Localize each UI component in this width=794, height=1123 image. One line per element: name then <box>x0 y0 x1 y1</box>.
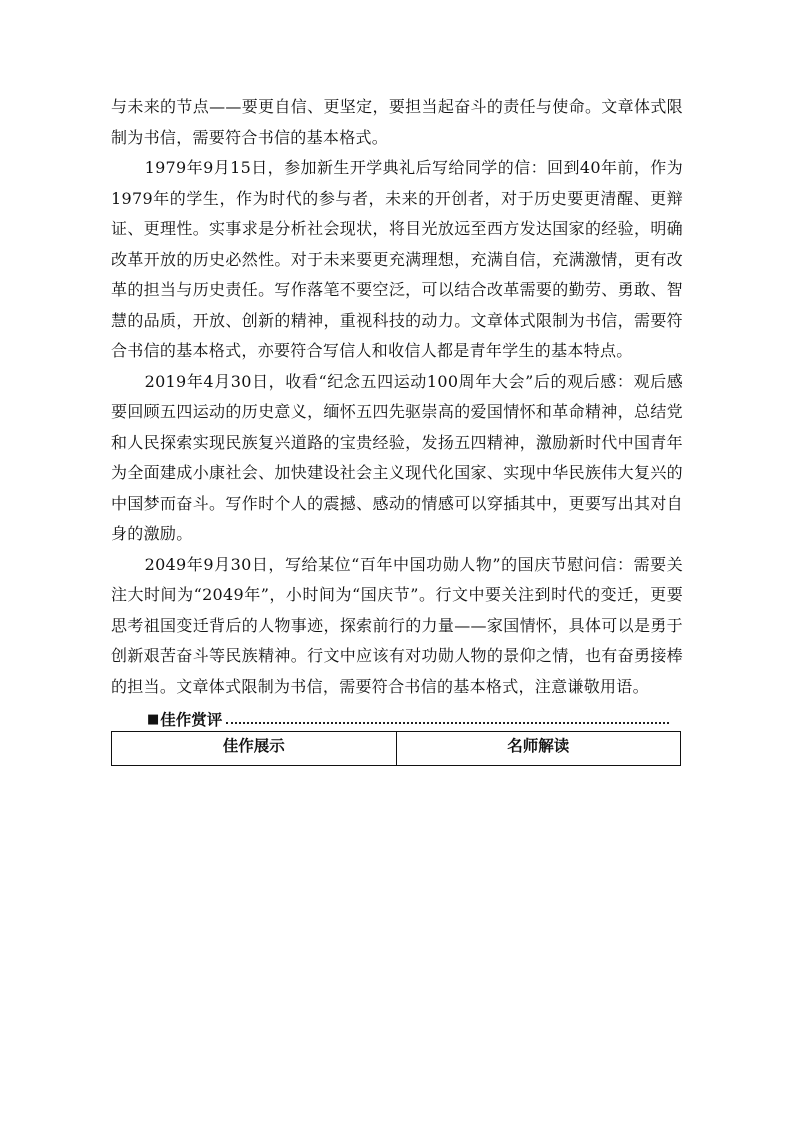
paragraph-1979-letter: 1979年9月15日，参加新生开学典礼后写给同学的信：回到40年前，作为1979年的学生，作为时代的参与者，未来的开创者，对于历史要更清醒、更辩证、更理性。实事求是分析社会现状，将目光放远至西方发达国家的经验，明确改革开放的历史必然性。对于未来要更充满理想，充满自信，充满激情，更有改革的担当与历史责任。写作落笔不要空泛，可以结合改革需要的勤劳、勇敢、智慧的品质，开放、创新的精神，重视科技的动力。文章体式限制为书信，需要符合书信的基本格式，亦要符合写信人和收信人都是青年学生的基本特点。 <box>111 158 683 360</box>
review-table <box>111 731 681 766</box>
document-page <box>111 92 683 766</box>
black-square-icon: ■ <box>147 711 160 727</box>
table-header-row <box>112 732 681 766</box>
dotted-leader <box>226 722 669 724</box>
paragraph-continuation: 与未来的节点——要更自信、更坚定，要担当起奋斗的责任与使命。文章体式限制为书信，需要符合书信的基本格式。 <box>111 97 683 147</box>
paragraph-2049-letter: 2049年9月30日，写给某位“百年中国功勋人物”的国庆节慰问信：需要关注大时间为“2049年”，小时间为“国庆节”。行文中要关注到时代的变迁，更要思考祖国变迁背后的人物事迹，探索前行的力量——家国情怀，具体可以是勇于创新艰苦奋斗等民族精神。行文中应该有对功勋人物的景仰之情，也有奋勇接棒的担当。文章体式限制为书信，需要符合书信的基本格式，注意谦敬用语。 <box>111 554 683 696</box>
table-header-commentary: 名师解读 <box>396 732 681 766</box>
section-heading <box>111 707 683 731</box>
paragraph-2019-review: 2019年4月30日，收看“纪念五四运动100周年大会”后的观后感：观后感要回顾五四运动的历史意义，缅怀五四先驱崇高的爱国情怀和革命精神，总结党和人民探索实现民族复兴道路的宝贵经验，发扬五四精神，激励新时代中国青年为全面建成小康社会、加快建设社会主义现代化国家、实现中华民族伟大复兴的中国梦而奋斗。写作时个人的震撼、感动的情感可以穿插其中，更要写出其对自身的激励。 <box>111 371 683 543</box>
section-title: 佳作赏评 <box>160 711 223 729</box>
table-header-showcase: 佳作展示 <box>112 732 397 766</box>
